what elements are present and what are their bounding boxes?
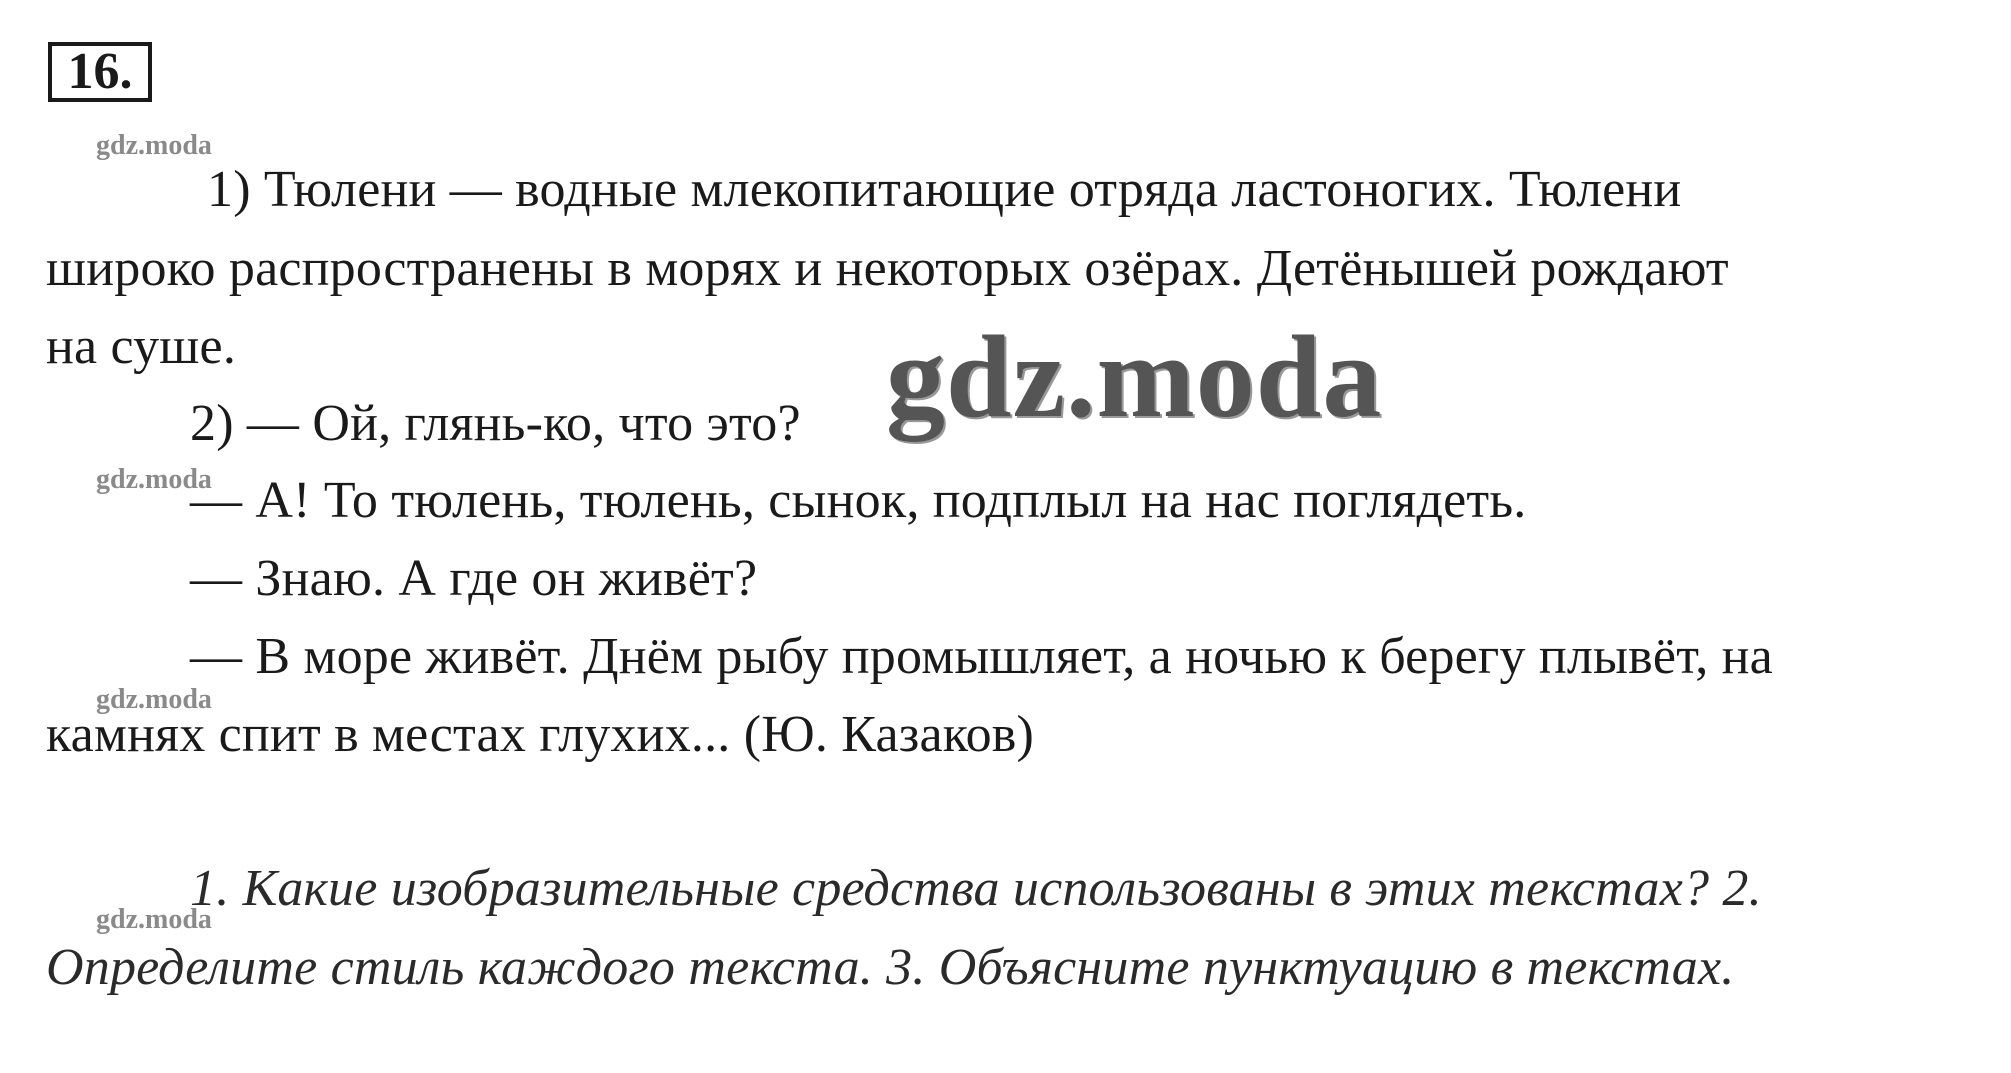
watermark-small-3: gdz.moda [96,684,212,715]
text2-line-2: — А! То тюлень, тюлень, сынок, подплыл на нас поглядеть. [190,472,1527,529]
exercise-number: 16. [48,42,152,102]
text2-line-3: — Знаю. А где он живёт? [190,550,758,607]
text1-line-3: на суше. [46,318,237,375]
text2-line-5: камнях спит в местах глухих... (Ю. Казаков) [46,706,1035,763]
text2-line-1: 2) — Ой, глянь-ко, что это? [190,395,801,452]
watermark-small-4: gdz.moda [96,904,212,935]
watermark-large: gdz.moda [886,311,1383,442]
tasks-line-1: 1. Какие изобразительные средства использованы в этих текстах? 2. [190,860,1762,917]
tasks-line-2: Определите стиль каждого текста. 3. Объясните пунктуацию в текстах. [46,939,1735,996]
watermark-small-2: gdz.moda [96,464,212,495]
watermark-small-1: gdz.moda [96,130,212,161]
text1-line-2: широко распространены в морях и некоторых озёрах. Детёнышей рождают [46,240,1729,297]
text1-line-1: 1) Тюлени — водные млекопитающие отряда ластоногих. Тюлени [207,161,1682,218]
text2-line-4: — В море живёт. Днём рыбу промышляет, а ночью к берегу плывёт, на [190,628,1773,685]
